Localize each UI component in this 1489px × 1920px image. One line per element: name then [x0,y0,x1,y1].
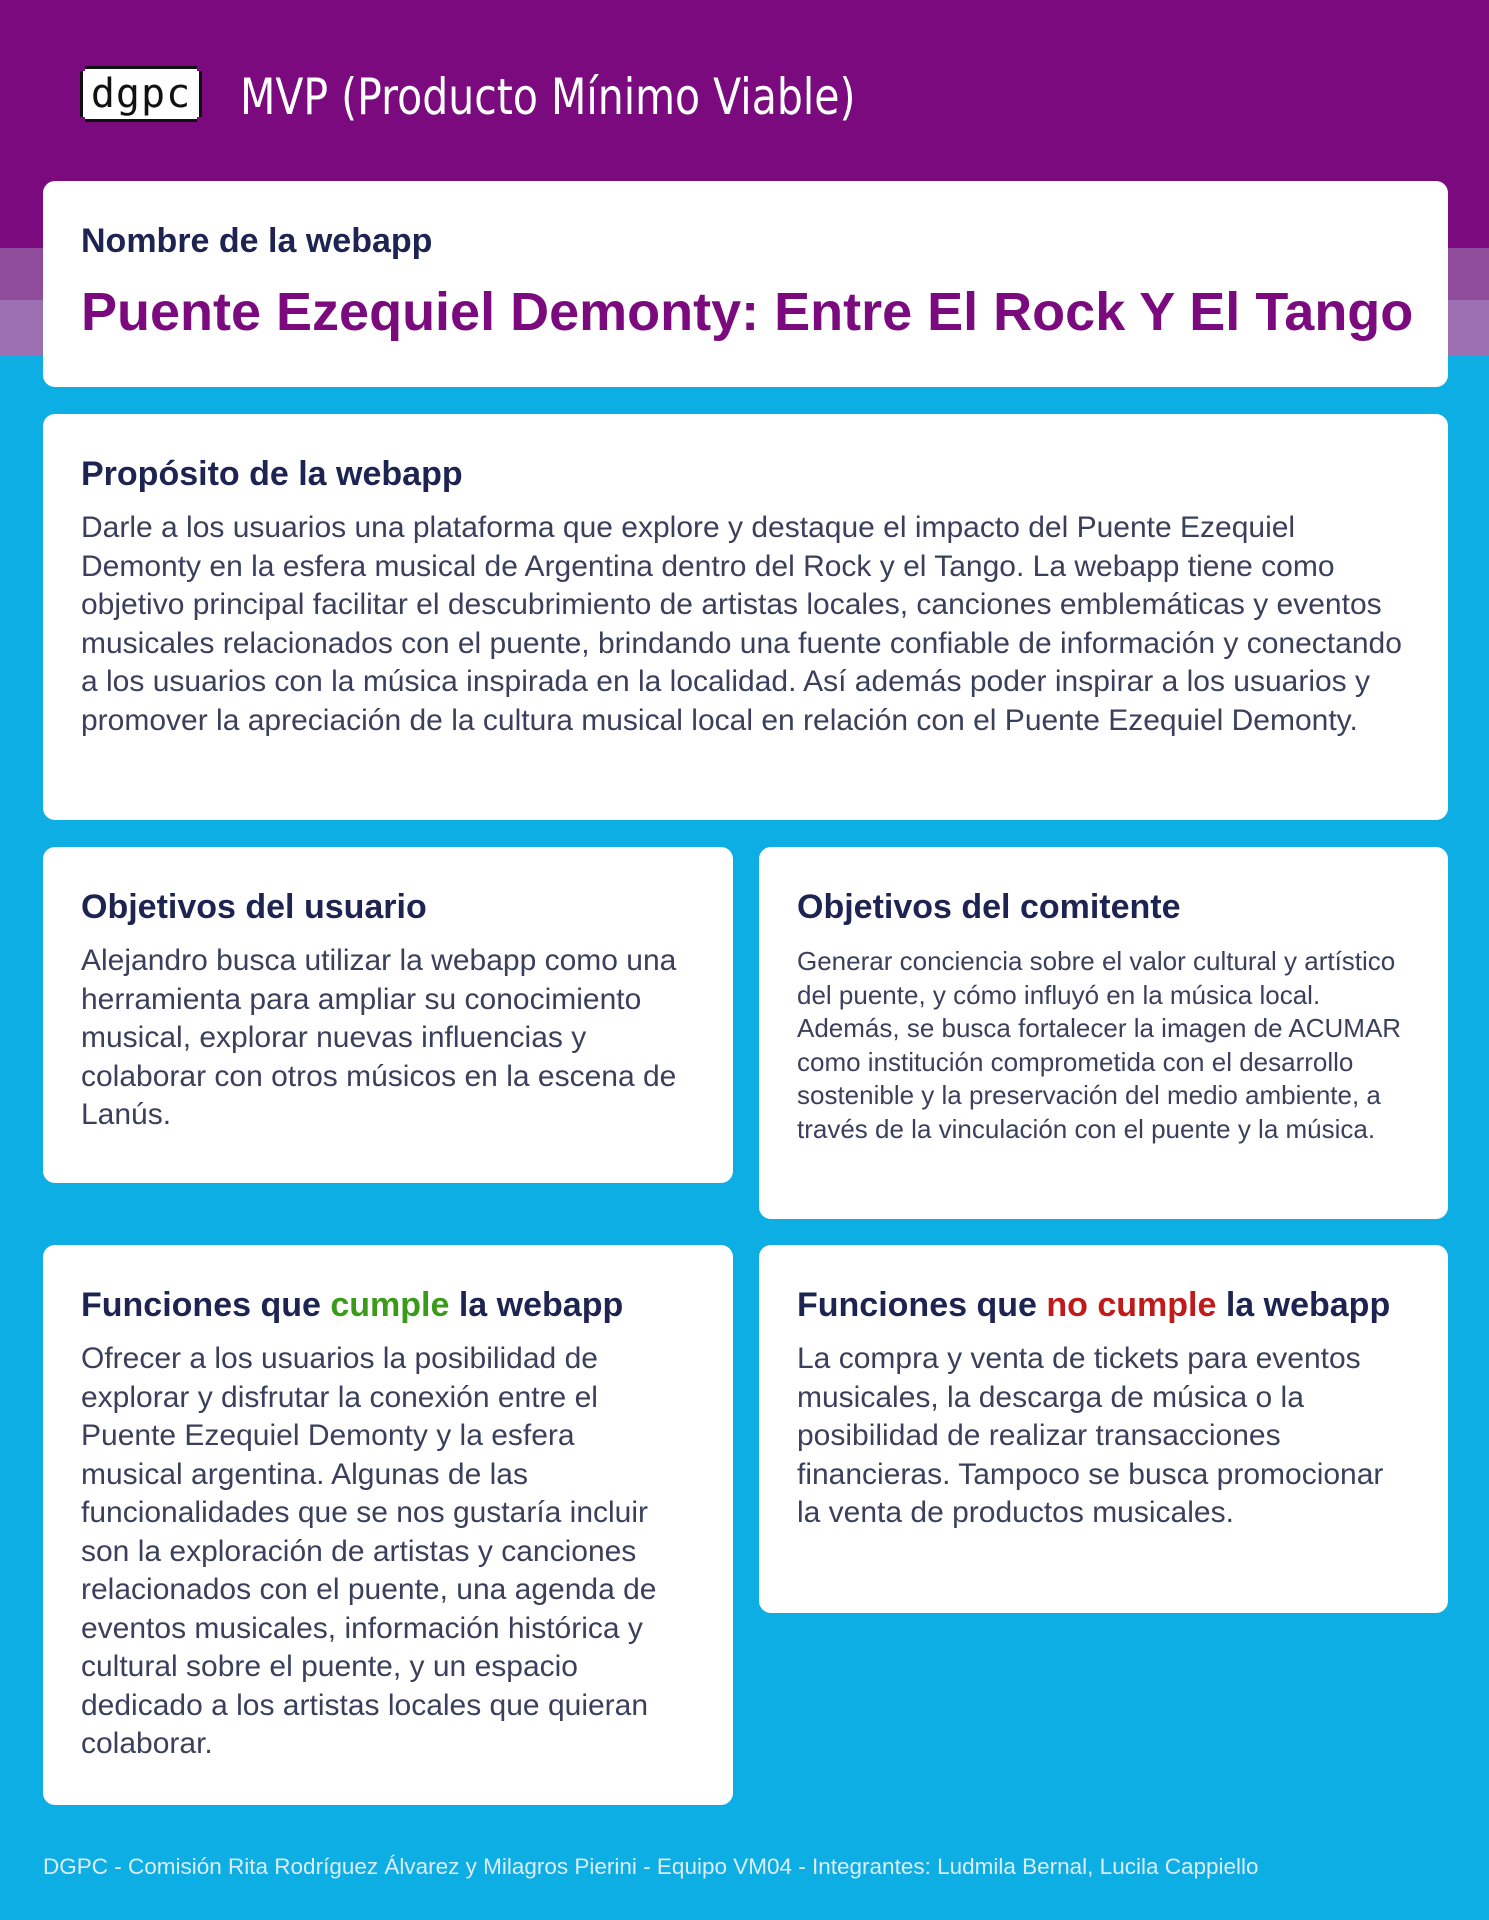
webapp-name-title: Puente Ezequiel Demonty: Entre El Rock Y El Tango [81,282,1414,342]
logo-text: dgpc [90,71,192,117]
client-goals-card [759,847,1448,1219]
client-goals-heading: Objetivos del comitente [797,888,1181,926]
purpose-body: Darle a los usuarios una plataforma que explore y destaque el impacto del Puente Ezequiel Demonty en la esfera musical de Argentina dentro del Rock y el Tango. La webapp tiene como objetivo principal facilitar el descubrimiento de artistas locales, canciones emblemáticas y eventos musicales relacionados con el puente, brindando una fuente confiable de información y conectando a los usuarios con la música inspirada en la localidad. Así además poder inspirar a los usuarios y promover la apreciación de la cultura musical local en relación con el Puente Ezequiel Demonty. [81,511,1402,737]
webapp-name-heading: Nombre de la webapp [81,222,433,260]
user-goals-body: Alejandro busca utilizar la webapp como una herramienta para ampliar su conocimiento musical, explorar nuevas influencias y colaborar con otros músicos en la escena de Lanús. [81,944,677,1131]
webapp-name-card [43,181,1448,387]
client-goals-body: Generar conciencia sobre el valor cultural y artístico del puente, y cómo influyó en la música local. Además, se busca fortalecer la imagen de ACUMAR como institución comprometida con el desarrollo sostenible y la preservación del medio ambiente, a través de la vinculación con el puente y la música. [797,946,1402,1144]
footer-credits: DGPC - Comisión Rita Rodríguez Álvarez y Milagros Pierini - Equipo VM04 - Integrantes: Ludmila Bernal, Lucila Cappiello [43,1854,1259,1879]
dgpc-logo [80,66,202,122]
no-cumple-highlight: no cumple [1046,1286,1217,1324]
page-title: MVP (Producto Mínimo Viable) [240,68,856,126]
functions-no-body: La compra y venta de tickets para eventos musicales, la descarga de música o la posibilidad de realizar transacciones financieras. Tampoco se busca promocionar la venta de productos musicales. [797,1342,1384,1529]
user-goals-heading: Objetivos del usuario [81,888,427,926]
functions-yes-heading: Funciones que cumple la webapp [81,1286,624,1324]
purpose-heading: Propósito de la webapp [81,455,463,493]
purpose-card [43,414,1448,820]
cumple-highlight: cumple [330,1286,450,1324]
functions-no-heading: Funciones que no cumple la webapp [797,1286,1391,1324]
functions-yes-card [43,1245,733,1805]
functions-yes-body: Ofrecer a los usuarios la posibilidad de explorar y disfrutar la conexión entre el Puente Ezequiel Demonty y la esfera musical argentina. Algunas de las funcionalidades que se nos gustaría incluir son la exploración de artistas y canciones relacionados con el puente, una agenda de eventos musicales, información histórica y cultural sobre el puente, y un espacio dedicado a los artistas locales que quieran colaborar. [81,1342,657,1760]
user-goals-card [43,847,733,1183]
functions-no-card [759,1245,1448,1613]
